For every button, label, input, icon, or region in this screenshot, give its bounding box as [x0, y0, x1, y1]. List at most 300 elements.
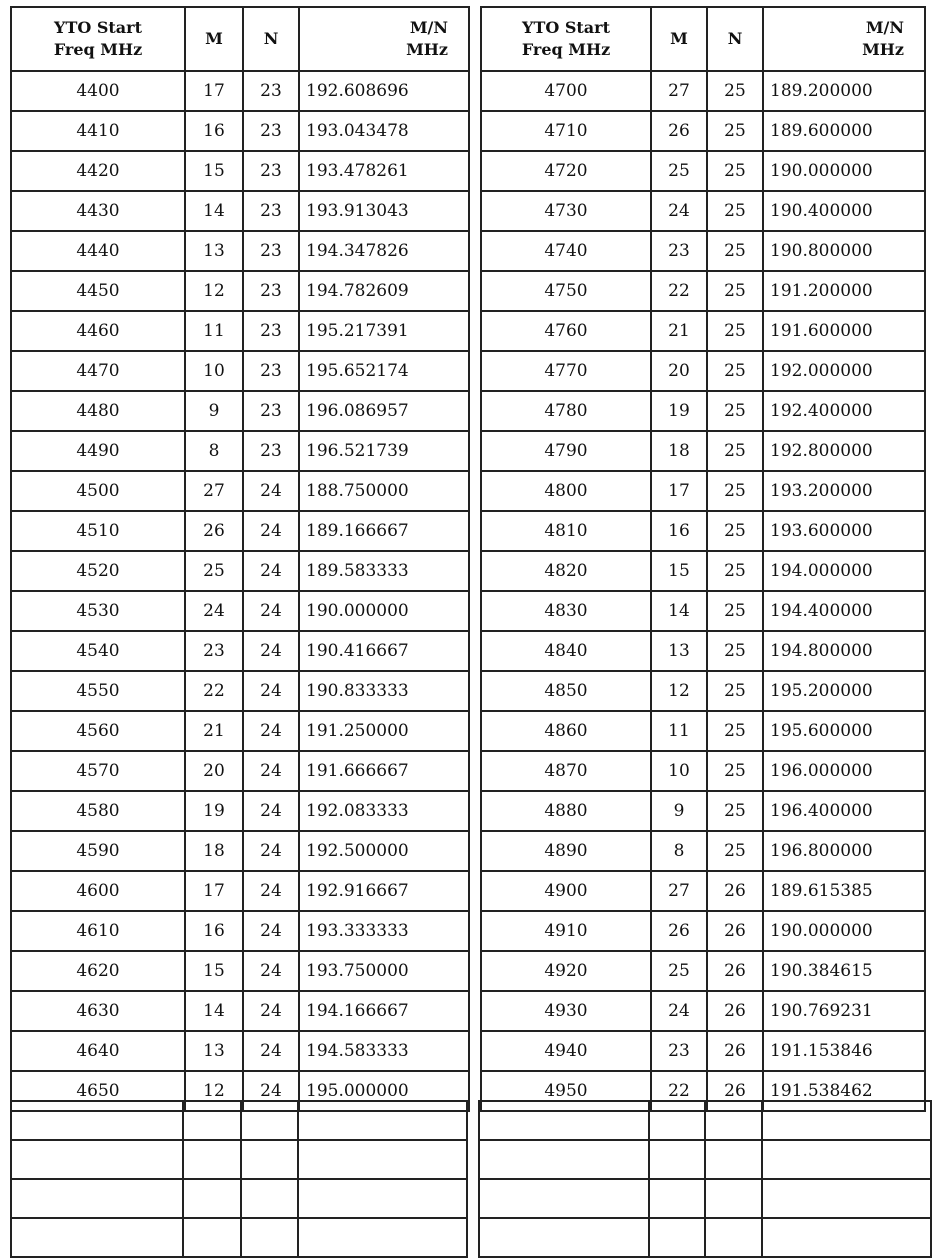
yto-start-freq-cell: 4780	[481, 391, 651, 431]
m-cell: 23	[651, 231, 707, 271]
blank-cell	[298, 1218, 467, 1257]
m-cell: 14	[651, 591, 707, 631]
n-cell: 23	[243, 111, 299, 151]
mn-mhz-cell: 196.400000	[763, 791, 925, 831]
n-cell: 25	[707, 551, 763, 591]
m-cell: 27	[651, 871, 707, 911]
blank-cell	[762, 1179, 931, 1218]
n-cell: 25	[707, 271, 763, 311]
yto-start-freq-cell: 4860	[481, 711, 651, 751]
table-row	[481, 231, 925, 271]
mn-mhz-cell: 193.913043	[299, 191, 469, 231]
mn-mhz-cell: 190.000000	[763, 911, 925, 951]
table-row	[11, 991, 469, 1031]
mn-mhz-cell: 190.769231	[763, 991, 925, 1031]
n-cell: 24	[243, 511, 299, 551]
blank-row	[479, 1218, 931, 1257]
header-m: M	[651, 7, 707, 71]
header-n: N	[707, 7, 763, 71]
n-cell: 23	[243, 151, 299, 191]
header-mn-mhz	[299, 7, 469, 71]
mn-mhz-cell: 195.600000	[763, 711, 925, 751]
mn-mhz-cell: 192.400000	[763, 391, 925, 431]
mn-mhz-cell: 193.600000	[763, 511, 925, 551]
mn-mhz-cell: 194.400000	[763, 591, 925, 631]
mn-mhz-cell: 190.416667	[299, 631, 469, 671]
table-row	[11, 431, 469, 471]
mn-mhz-cell: 190.000000	[299, 591, 469, 631]
n-cell: 24	[243, 631, 299, 671]
m-cell: 21	[651, 311, 707, 351]
mn-mhz-cell: 189.583333	[299, 551, 469, 591]
yto-start-freq-cell: 4530	[11, 591, 185, 631]
mn-mhz-cell: 194.800000	[763, 631, 925, 671]
table-row	[481, 631, 925, 671]
table-row	[11, 391, 469, 431]
header-yto-start-freq	[11, 7, 185, 71]
n-cell: 25	[707, 831, 763, 871]
yto-start-freq-cell: 4880	[481, 791, 651, 831]
n-cell: 25	[707, 351, 763, 391]
blank-cell	[705, 1179, 762, 1218]
m-cell: 15	[651, 551, 707, 591]
m-cell: 12	[185, 271, 243, 311]
yto-start-freq-cell: 4730	[481, 191, 651, 231]
blank-cell	[183, 1140, 241, 1179]
m-cell: 19	[185, 791, 243, 831]
n-cell: 24	[243, 1071, 299, 1111]
blank-cell	[479, 1218, 649, 1257]
yto-start-freq-cell: 4950	[481, 1071, 651, 1111]
m-cell: 21	[185, 711, 243, 751]
header-mn-line1: M/N	[865, 18, 904, 37]
n-cell: 26	[707, 1031, 763, 1071]
blank-row	[479, 1101, 931, 1140]
n-cell: 24	[243, 471, 299, 511]
table-row	[11, 551, 469, 591]
n-cell: 25	[707, 471, 763, 511]
table-row	[481, 271, 925, 311]
mn-mhz-cell: 195.652174	[299, 351, 469, 391]
header-freq-line2: Freq MHz	[521, 40, 611, 59]
yto-start-freq-cell: 4430	[11, 191, 185, 231]
right-table-body	[481, 71, 925, 1111]
n-cell: 23	[243, 271, 299, 311]
mn-mhz-cell: 194.347826	[299, 231, 469, 271]
yto-start-freq-cell: 4640	[11, 1031, 185, 1071]
m-cell: 13	[185, 231, 243, 271]
header-yto-start-freq	[481, 7, 651, 71]
m-cell: 24	[185, 591, 243, 631]
mn-mhz-cell: 196.000000	[763, 751, 925, 791]
yto-start-freq-cell: 4650	[11, 1071, 185, 1111]
mn-mhz-cell: 190.800000	[763, 231, 925, 271]
mn-mhz-cell: 191.666667	[299, 751, 469, 791]
blank-cell	[649, 1101, 705, 1140]
header-freq-line2: Freq MHz	[53, 40, 143, 59]
table-row	[481, 591, 925, 631]
mn-mhz-cell: 189.200000	[763, 71, 925, 111]
yto-start-freq-cell: 4840	[481, 631, 651, 671]
yto-start-freq-cell: 4420	[11, 151, 185, 191]
blank-cell	[241, 1218, 298, 1257]
mn-mhz-cell: 191.200000	[763, 271, 925, 311]
n-cell: 25	[707, 431, 763, 471]
n-cell: 25	[707, 231, 763, 271]
n-cell: 24	[243, 591, 299, 631]
mn-mhz-cell: 191.538462	[763, 1071, 925, 1111]
mn-mhz-cell: 191.600000	[763, 311, 925, 351]
n-cell: 25	[707, 751, 763, 791]
blank-cell	[705, 1140, 762, 1179]
yto-start-freq-cell: 4460	[11, 311, 185, 351]
yto-start-freq-cell: 4610	[11, 911, 185, 951]
m-cell: 12	[651, 671, 707, 711]
blank-row	[11, 1218, 467, 1257]
mn-mhz-cell: 191.250000	[299, 711, 469, 751]
mn-mhz-cell: 194.782609	[299, 271, 469, 311]
m-cell: 16	[185, 911, 243, 951]
table-row	[481, 871, 925, 911]
m-cell: 23	[185, 631, 243, 671]
blank-cell	[11, 1140, 183, 1179]
n-cell: 24	[243, 751, 299, 791]
blank-row	[479, 1140, 931, 1179]
blank-row	[11, 1101, 467, 1140]
table-row	[11, 1031, 469, 1071]
table-row	[11, 751, 469, 791]
n-cell: 25	[707, 311, 763, 351]
mn-mhz-cell: 191.153846	[763, 1031, 925, 1071]
m-cell: 17	[651, 471, 707, 511]
blank-cell	[183, 1179, 241, 1218]
yto-start-freq-cell: 4760	[481, 311, 651, 351]
n-cell: 23	[243, 231, 299, 271]
table-row	[11, 151, 469, 191]
mn-mhz-cell: 192.800000	[763, 431, 925, 471]
n-cell: 24	[243, 551, 299, 591]
yto-start-freq-cell: 4550	[11, 671, 185, 711]
table-row	[481, 351, 925, 391]
mn-mhz-cell: 193.478261	[299, 151, 469, 191]
blank-grid	[10, 1100, 930, 1256]
header-mn-line1: M/N	[409, 18, 448, 37]
blank-cell	[762, 1140, 931, 1179]
table-row	[11, 951, 469, 991]
yto-start-freq-cell: 4500	[11, 471, 185, 511]
table-row	[481, 151, 925, 191]
yto-start-freq-cell: 4620	[11, 951, 185, 991]
n-cell: 23	[243, 391, 299, 431]
blank-cell	[479, 1179, 649, 1218]
m-cell: 26	[185, 511, 243, 551]
yto-start-freq-cell: 4820	[481, 551, 651, 591]
blank-cell	[241, 1101, 298, 1140]
header-mn-line2: MHz	[862, 40, 904, 59]
m-cell: 16	[185, 111, 243, 151]
yto-start-freq-cell: 4910	[481, 911, 651, 951]
m-cell: 18	[651, 431, 707, 471]
n-cell: 25	[707, 191, 763, 231]
header-freq-line1: YTO Start	[54, 18, 142, 37]
yto-start-freq-cell: 4450	[11, 271, 185, 311]
mn-mhz-cell: 192.000000	[763, 351, 925, 391]
table-row	[11, 311, 469, 351]
yto-start-freq-cell: 4750	[481, 271, 651, 311]
table-row	[11, 671, 469, 711]
yto-start-freq-cell: 4710	[481, 111, 651, 151]
table-row	[481, 751, 925, 791]
m-cell: 20	[185, 751, 243, 791]
n-cell: 23	[243, 71, 299, 111]
blank-cell	[649, 1179, 705, 1218]
yto-start-freq-cell: 4470	[11, 351, 185, 391]
yto-start-freq-cell: 4740	[481, 231, 651, 271]
n-cell: 25	[707, 511, 763, 551]
mn-mhz-cell: 189.615385	[763, 871, 925, 911]
n-cell: 25	[707, 391, 763, 431]
yto-start-freq-cell: 4700	[481, 71, 651, 111]
n-cell: 25	[707, 591, 763, 631]
m-cell: 9	[185, 391, 243, 431]
table-row	[11, 351, 469, 391]
table-row	[11, 71, 469, 111]
n-cell: 23	[243, 311, 299, 351]
mn-mhz-cell: 190.384615	[763, 951, 925, 991]
m-cell: 22	[651, 271, 707, 311]
n-cell: 24	[243, 831, 299, 871]
yto-start-freq-cell: 4410	[11, 111, 185, 151]
table-row	[481, 111, 925, 151]
n-cell: 23	[243, 431, 299, 471]
table-row	[11, 271, 469, 311]
n-cell: 26	[707, 871, 763, 911]
yto-start-freq-cell: 4520	[11, 551, 185, 591]
n-cell: 23	[243, 351, 299, 391]
table-row	[11, 911, 469, 951]
blank-cell	[649, 1218, 705, 1257]
m-cell: 20	[651, 351, 707, 391]
yto-start-freq-cell: 4570	[11, 751, 185, 791]
header-mn-line2: MHz	[406, 40, 448, 59]
blank-cell	[479, 1101, 649, 1140]
yto-start-freq-cell: 4800	[481, 471, 651, 511]
m-cell: 19	[651, 391, 707, 431]
m-cell: 9	[651, 791, 707, 831]
mn-mhz-cell: 190.833333	[299, 671, 469, 711]
m-cell: 26	[651, 911, 707, 951]
table-row	[11, 591, 469, 631]
blank-cell	[183, 1218, 241, 1257]
blank-cell	[479, 1140, 649, 1179]
table-row	[11, 791, 469, 831]
m-cell: 14	[185, 191, 243, 231]
yto-start-freq-cell: 4490	[11, 431, 185, 471]
mn-mhz-cell: 195.217391	[299, 311, 469, 351]
n-cell: 24	[243, 911, 299, 951]
mn-mhz-cell: 193.750000	[299, 951, 469, 991]
mn-mhz-cell: 193.200000	[763, 471, 925, 511]
table-row	[481, 511, 925, 551]
table-row	[481, 791, 925, 831]
yto-start-freq-cell: 4560	[11, 711, 185, 751]
m-cell: 27	[651, 71, 707, 111]
m-cell: 15	[185, 151, 243, 191]
yto-start-freq-cell: 4900	[481, 871, 651, 911]
n-cell: 24	[243, 1031, 299, 1071]
blank-cell	[705, 1218, 762, 1257]
table-row	[481, 311, 925, 351]
n-cell: 24	[243, 871, 299, 911]
n-cell: 23	[243, 191, 299, 231]
mn-mhz-cell: 192.083333	[299, 791, 469, 831]
blank-cell	[11, 1218, 183, 1257]
yto-start-freq-cell: 4940	[481, 1031, 651, 1071]
m-cell: 14	[185, 991, 243, 1031]
mn-mhz-cell: 196.521739	[299, 431, 469, 471]
yto-start-freq-cell: 4600	[11, 871, 185, 911]
m-cell: 16	[651, 511, 707, 551]
yto-table-right	[480, 6, 926, 1112]
table-row	[11, 471, 469, 511]
n-cell: 26	[707, 1071, 763, 1111]
table-row	[11, 191, 469, 231]
blank-cell	[11, 1101, 183, 1140]
blank-cell	[705, 1101, 762, 1140]
header-row	[11, 7, 469, 71]
m-cell: 17	[185, 871, 243, 911]
yto-start-freq-cell: 4480	[11, 391, 185, 431]
m-cell: 11	[185, 311, 243, 351]
n-cell: 25	[707, 711, 763, 751]
m-cell: 22	[651, 1071, 707, 1111]
n-cell: 24	[243, 951, 299, 991]
mn-mhz-cell: 192.608696	[299, 71, 469, 111]
m-cell: 10	[185, 351, 243, 391]
table-row	[481, 671, 925, 711]
mn-mhz-cell: 194.583333	[299, 1031, 469, 1071]
n-cell: 25	[707, 631, 763, 671]
table-row	[11, 831, 469, 871]
yto-start-freq-cell: 4930	[481, 991, 651, 1031]
blank-cell	[11, 1179, 183, 1218]
blank-cell	[298, 1101, 467, 1140]
n-cell: 25	[707, 791, 763, 831]
table-row	[481, 391, 925, 431]
n-cell: 25	[707, 671, 763, 711]
m-cell: 22	[185, 671, 243, 711]
mn-mhz-cell: 192.500000	[299, 831, 469, 871]
blank-row	[479, 1179, 931, 1218]
mn-mhz-cell: 192.916667	[299, 871, 469, 911]
blank-cell	[241, 1140, 298, 1179]
table-row	[11, 631, 469, 671]
m-cell: 25	[185, 551, 243, 591]
table-row	[11, 871, 469, 911]
yto-start-freq-cell: 4590	[11, 831, 185, 871]
header-n: N	[243, 7, 299, 71]
m-cell: 23	[651, 1031, 707, 1071]
m-cell: 11	[651, 711, 707, 751]
blank-cell	[762, 1101, 931, 1140]
m-cell: 17	[185, 71, 243, 111]
yto-start-freq-cell: 4870	[481, 751, 651, 791]
mn-mhz-cell: 188.750000	[299, 471, 469, 511]
n-cell: 24	[243, 711, 299, 751]
m-cell: 24	[651, 991, 707, 1031]
yto-table-left	[10, 6, 470, 1112]
n-cell: 26	[707, 951, 763, 991]
n-cell: 25	[707, 151, 763, 191]
blank-cell	[183, 1101, 241, 1140]
yto-start-freq-cell: 4540	[11, 631, 185, 671]
yto-start-freq-cell: 4440	[11, 231, 185, 271]
mn-mhz-cell: 193.333333	[299, 911, 469, 951]
m-cell: 26	[651, 111, 707, 151]
m-cell: 24	[651, 191, 707, 231]
blank-cell	[762, 1218, 931, 1257]
blank-cell	[241, 1179, 298, 1218]
table-row	[11, 711, 469, 751]
n-cell: 25	[707, 111, 763, 151]
yto-start-freq-cell: 4790	[481, 431, 651, 471]
table-row	[481, 1031, 925, 1071]
table-row	[481, 471, 925, 511]
m-cell: 12	[185, 1071, 243, 1111]
header-mn-mhz	[763, 7, 925, 71]
n-cell: 26	[707, 911, 763, 951]
yto-start-freq-cell: 4890	[481, 831, 651, 871]
header-m: M	[185, 7, 243, 71]
m-cell: 15	[185, 951, 243, 991]
yto-start-freq-cell: 4810	[481, 511, 651, 551]
mn-mhz-cell: 195.200000	[763, 671, 925, 711]
blank-table-left	[10, 1100, 468, 1258]
mn-mhz-cell: 196.800000	[763, 831, 925, 871]
table-row	[11, 511, 469, 551]
blank-cell	[298, 1179, 467, 1218]
m-cell: 10	[651, 751, 707, 791]
table-row	[481, 551, 925, 591]
mn-mhz-cell: 190.400000	[763, 191, 925, 231]
mn-mhz-cell: 194.166667	[299, 991, 469, 1031]
n-cell: 26	[707, 991, 763, 1031]
blank-cell	[649, 1140, 705, 1179]
mn-mhz-cell: 195.000000	[299, 1071, 469, 1111]
mn-mhz-cell: 196.086957	[299, 391, 469, 431]
table-row	[11, 111, 469, 151]
blank-row	[11, 1140, 467, 1179]
yto-start-freq-cell: 4720	[481, 151, 651, 191]
table-row	[11, 231, 469, 271]
n-cell: 24	[243, 991, 299, 1031]
table-row	[481, 711, 925, 751]
m-cell: 8	[651, 831, 707, 871]
blank-cell	[298, 1140, 467, 1179]
yto-start-freq-cell: 4580	[11, 791, 185, 831]
m-cell: 8	[185, 431, 243, 471]
blank-row	[11, 1179, 467, 1218]
m-cell: 18	[185, 831, 243, 871]
table-row	[481, 951, 925, 991]
mn-mhz-cell: 189.166667	[299, 511, 469, 551]
yto-start-freq-cell: 4770	[481, 351, 651, 391]
n-cell: 24	[243, 671, 299, 711]
yto-start-freq-cell: 4510	[11, 511, 185, 551]
m-cell: 25	[651, 151, 707, 191]
mn-mhz-cell: 194.000000	[763, 551, 925, 591]
yto-start-freq-cell: 4400	[11, 71, 185, 111]
